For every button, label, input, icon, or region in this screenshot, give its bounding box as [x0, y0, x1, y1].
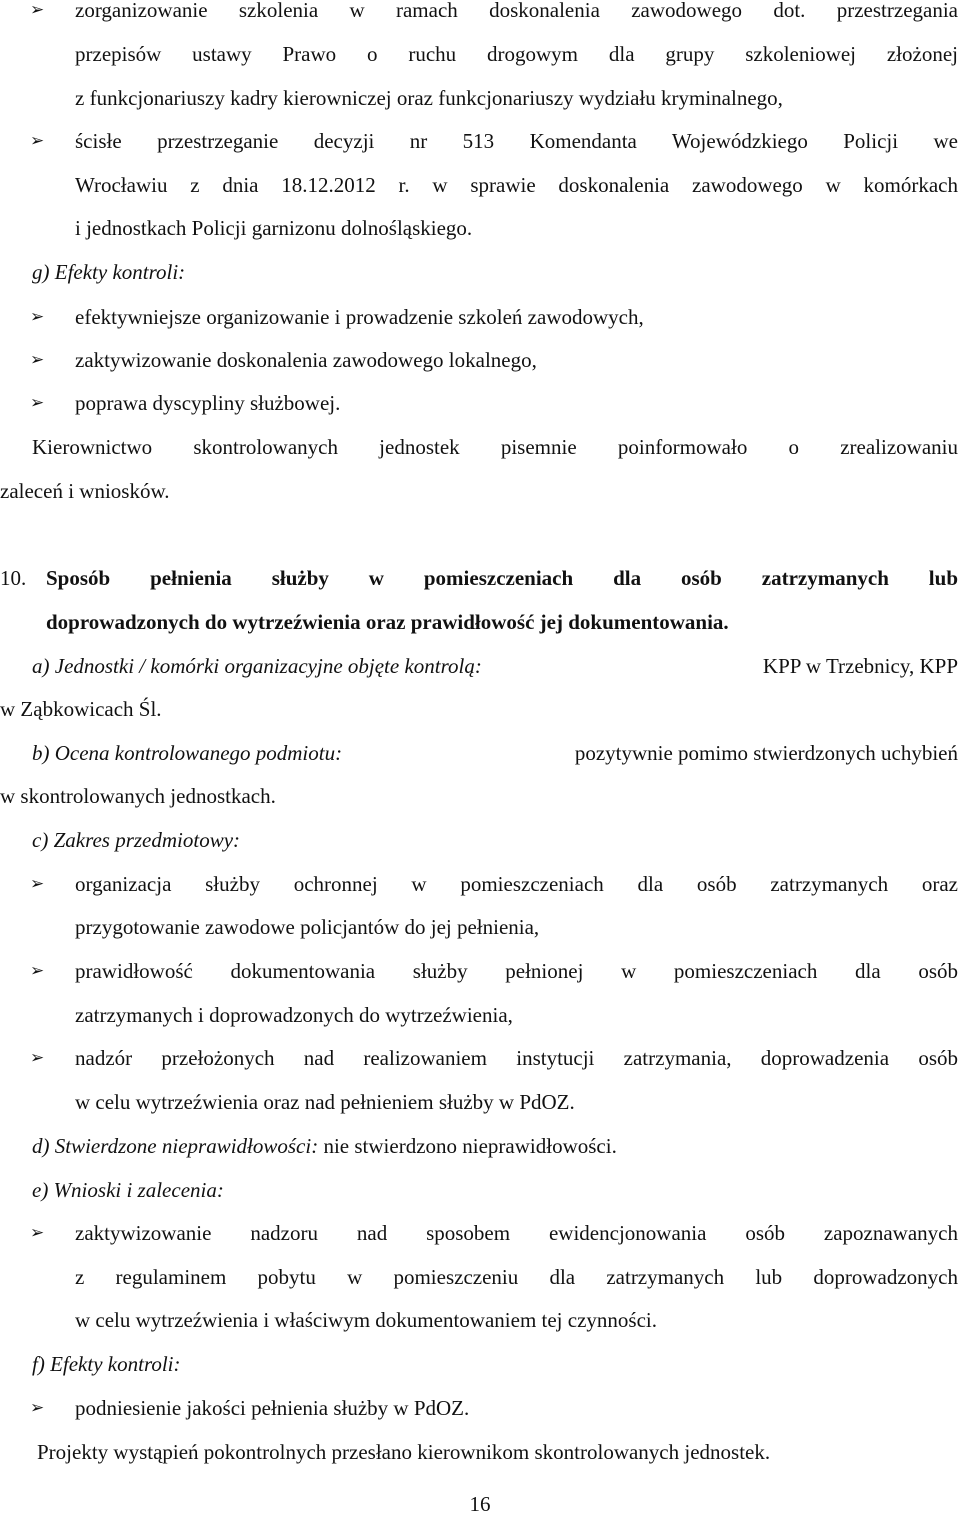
bullet-arrow-icon: ➢ [30, 0, 45, 20]
bullet-text: organizacja służby ochronnej w pomieszczeniach dla osób zatrzymanych oraz [75, 872, 958, 896]
subsection-text: nie stwierdzono nieprawidłowości. [318, 1134, 617, 1158]
section-label: c) Zakres przedmiotowy: [32, 828, 241, 852]
bullet-arrow-icon: ➢ [30, 350, 45, 370]
bullet-text: Wrocławiu z dnia 18.12.2012 r. w sprawie doskonalenia zawodowego w komórkach [75, 173, 958, 197]
bullet-text: zorganizowanie szkolenia w ramach doskonalenia zawodowego dot. przestrzegania [75, 0, 958, 22]
subsection-label: d) Stwierdzone nieprawidłowości: [32, 1134, 319, 1158]
subsection-text: pozytywnie pomimo stwierdzonych uchybień [569, 741, 958, 765]
subsection-label: b) Ocena kontrolowanego podmiotu: [32, 741, 343, 765]
subsection-b [32, 741, 958, 765]
section-heading: Sposób pełnienia służby w pomieszczeniach dla osób zatrzymanych lub [46, 566, 958, 590]
bullet-arrow-icon: ➢ [30, 131, 45, 151]
bullet-text: podniesienie jakości pełnienia służby w PdOZ. [75, 1396, 470, 1420]
bullet-text: zaktywizowanie nadzoru nad sposobem ewidencjonowania osób zapoznawanych [75, 1221, 958, 1245]
section-number: 10. [0, 566, 27, 590]
bullet-text: nadzór przełożonych nad realizowaniem instytucji zatrzymania, doprowadzenia osób [75, 1046, 958, 1070]
paragraph-text: zaleceń i wniosków. [0, 479, 170, 503]
bullet-text: prawidłowość dokumentowania służby pełnionej w pomieszczeniach dla osób [75, 959, 958, 983]
subsection-label: a) Jednostki / komórki organizacyjne objęte kontrolą: [32, 654, 482, 678]
bullet-arrow-icon: ➢ [30, 874, 45, 894]
bullet-text: zaktywizowanie doskonalenia zawodowego lokalnego, [75, 348, 537, 372]
bullet-text: z regulaminem pobytu w pomieszczeniu dla zatrzymanych lub doprowadzonych [75, 1265, 958, 1289]
bullet-text: i jednostkach Policji garnizonu dolnośląskiego. [75, 216, 473, 240]
bullet-arrow-icon: ➢ [30, 1048, 45, 1068]
subsection-text: KPP w Trzebnicy, KPP [757, 654, 958, 678]
bullet-arrow-icon: ➢ [30, 961, 45, 981]
paragraph-text: w skontrolowanych jednostkach. [0, 784, 276, 808]
paragraph-text: Kierownictwo skontrolowanych jednostek pisemnie poinformowało o zrealizowaniu [32, 435, 958, 459]
bullet-text: przygotowanie zawodowe policjantów do jej pełnienia, [75, 915, 540, 939]
bullet-text: w celu wytrzeźwienia i właściwym dokumentowaniem tej czynności. [75, 1308, 657, 1332]
paragraph-text: w Ząbkowicach Śl. [0, 697, 162, 721]
bullet-text: zatrzymanych i doprowadzonych do wytrzeźwienia, [75, 1003, 513, 1027]
bullet-arrow-icon: ➢ [30, 307, 45, 327]
section-heading: doprowadzonych do wytrzeźwienia oraz prawidłowość jej dokumentowania. [46, 610, 729, 634]
bullet-text: poprawa dyscypliny służbowej. [75, 391, 341, 415]
bullet-arrow-icon: ➢ [30, 1398, 45, 1418]
bullet-text: przepisów ustawy Prawo o ruchu drogowym dla grupy szkoleniowej złożonej [75, 42, 958, 66]
bullet-text: ścisłe przestrzeganie decyzji nr 513 Komendanta Wojewódzkiego Policji we [75, 129, 958, 153]
bullet-text: z funkcjonariuszy kadry kierowniczej oraz funkcjonariuszy wydziału kryminalnego, [75, 86, 783, 110]
section-label: f) Efekty kontroli: [32, 1352, 181, 1376]
bullet-text: efektywniejsze organizowanie i prowadzenie szkoleń zawodowych, [75, 305, 644, 329]
section-label: g) Efekty kontroli: [32, 260, 186, 284]
section-label: e) Wnioski i zalecenia: [32, 1178, 224, 1202]
bullet-text: w celu wytrzeźwienia oraz nad pełnieniem służby w PdOZ. [75, 1090, 575, 1114]
bullet-arrow-icon: ➢ [30, 1223, 45, 1243]
bullet-arrow-icon: ➢ [30, 393, 45, 413]
subsection-a [32, 654, 958, 678]
subsection-d [32, 1134, 617, 1158]
paragraph-text: Projekty wystąpień pokontrolnych przesłano kierownikom skontrolowanych jednostek. [37, 1440, 771, 1464]
page-number: 16 [469, 1492, 491, 1516]
